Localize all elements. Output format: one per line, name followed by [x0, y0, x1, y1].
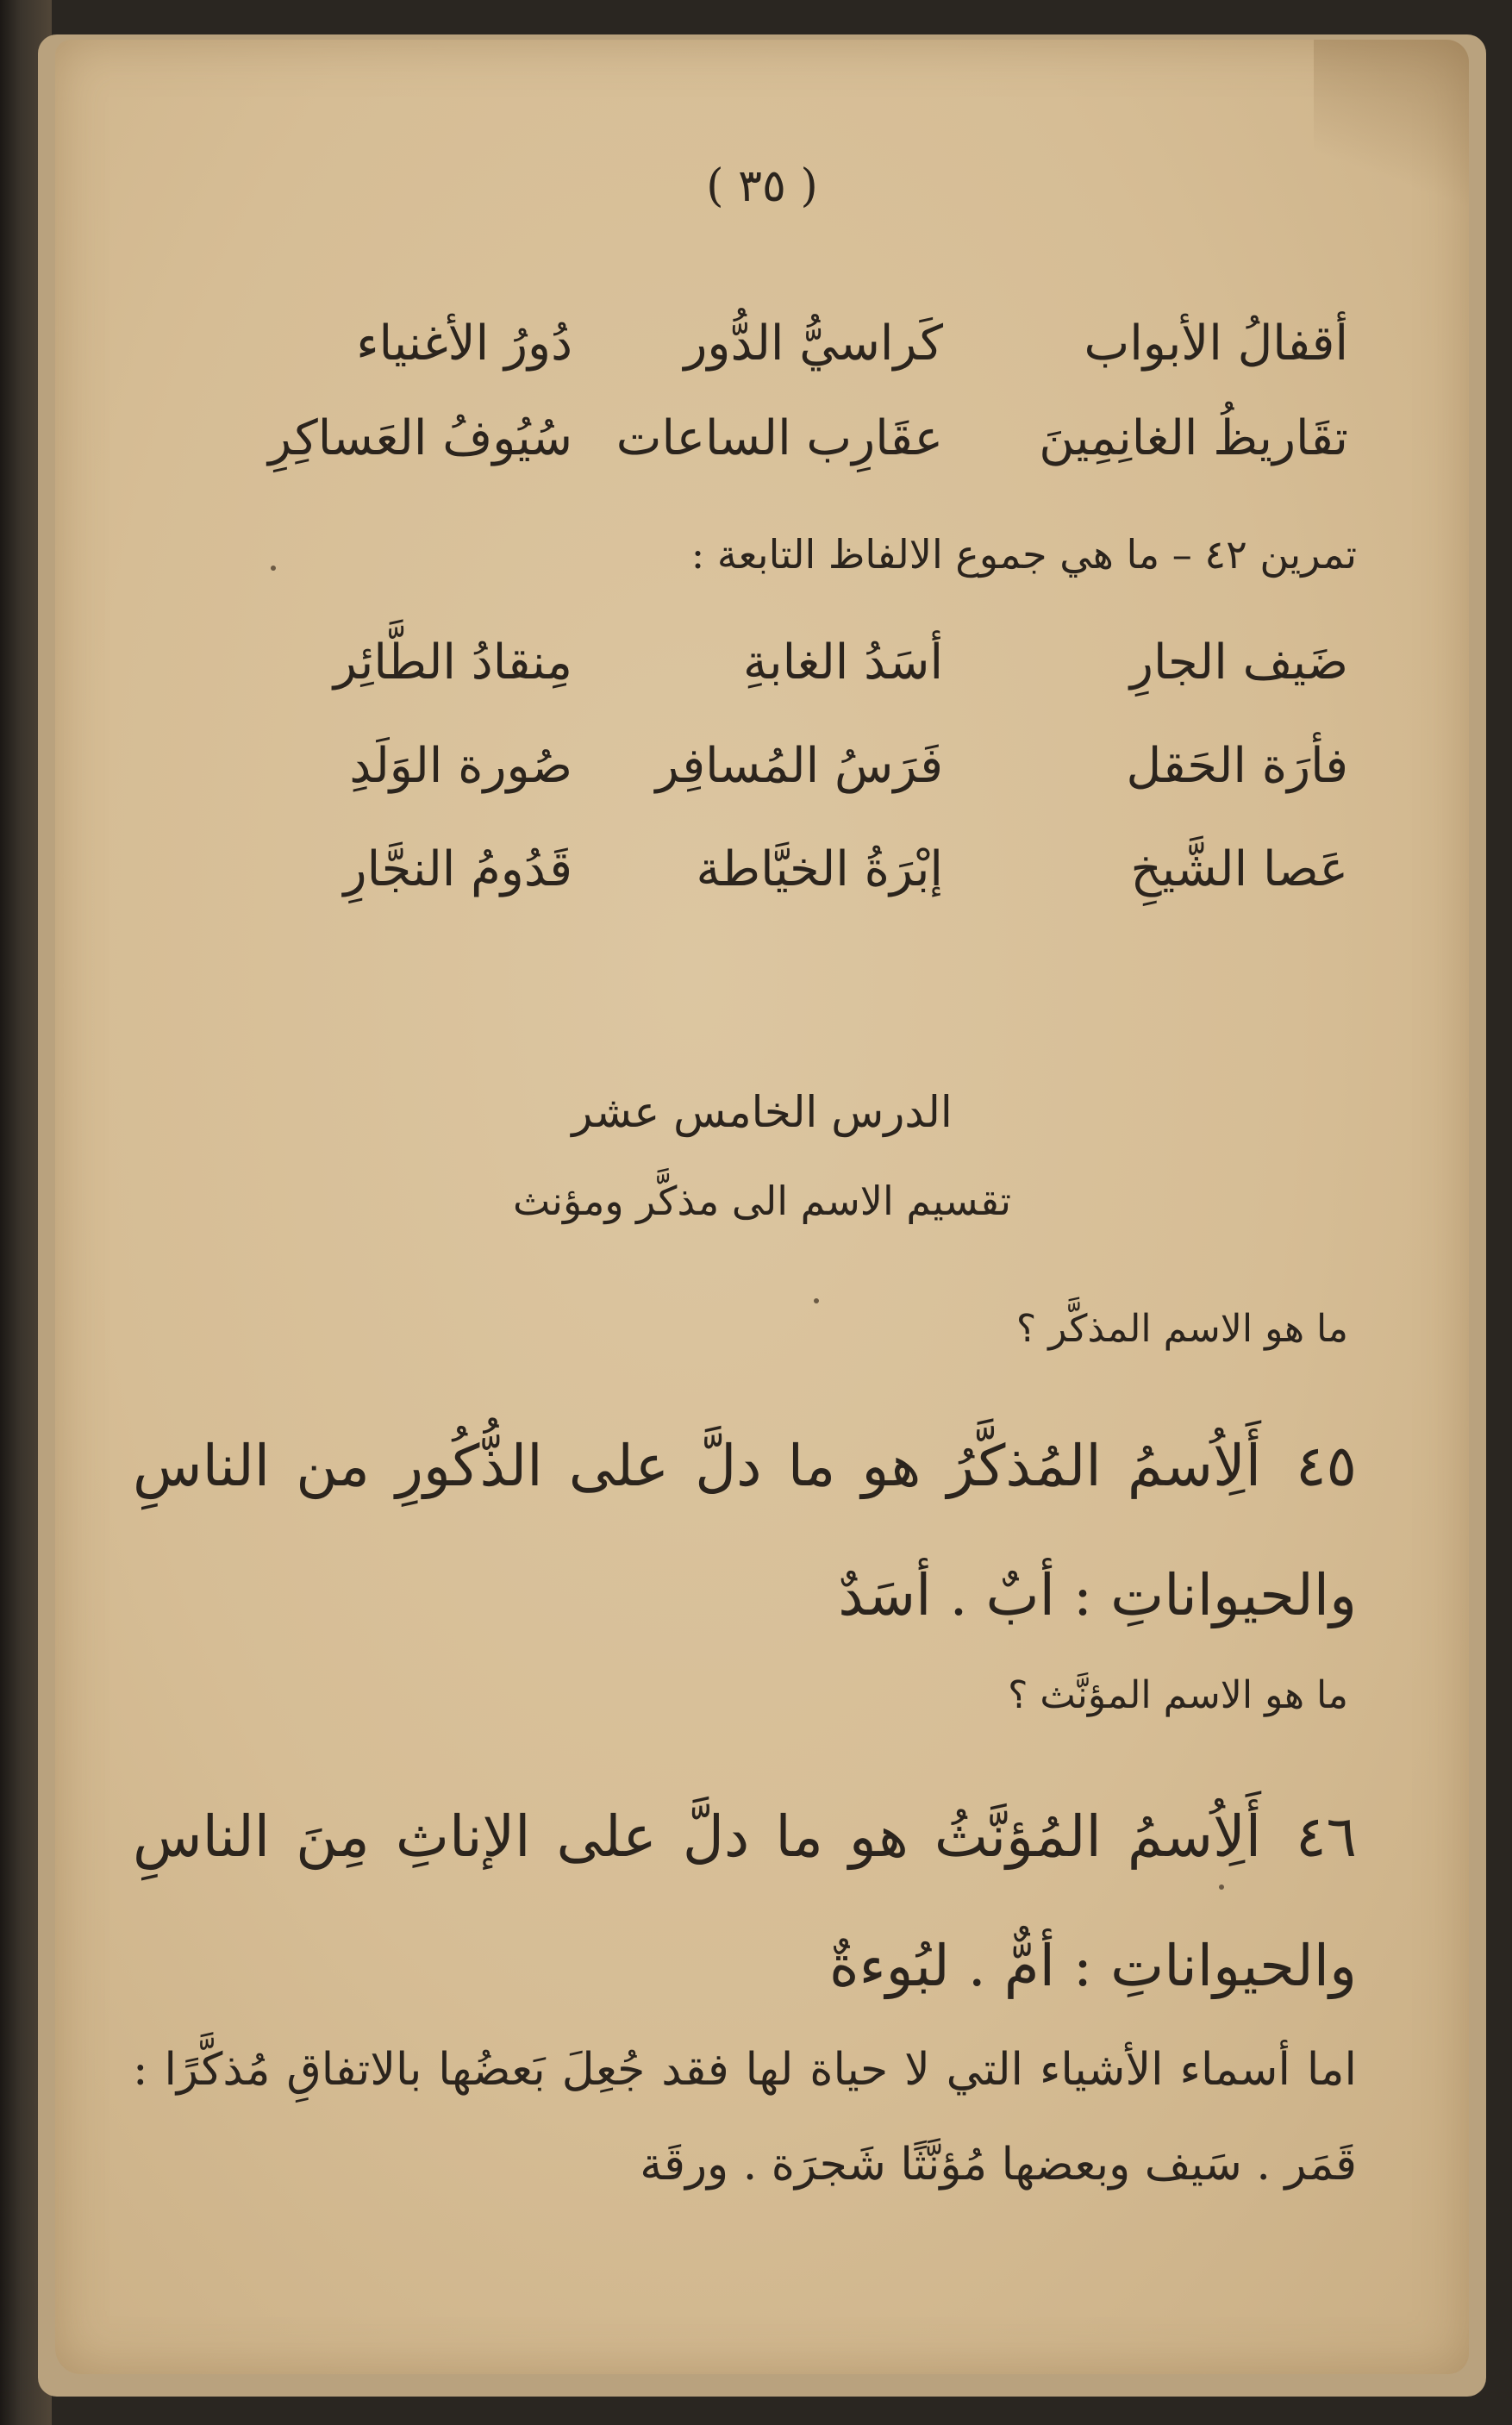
- plural-row: [55, 316, 1469, 384]
- question-feminine: ما هو الاسم المؤنَّث ؟: [1008, 1673, 1348, 1717]
- lesson-subtitle: تقسيم الاسم الى مذكَّر ومؤنث: [512, 1178, 1012, 1224]
- plural-word: سُيُوفُ العَساكِرِ: [268, 410, 572, 466]
- plural-row: [55, 410, 1469, 479]
- plural-word: عقَارِب الساعات: [615, 410, 943, 466]
- exercise-word: أسَدُ الغابةِ: [743, 634, 943, 691]
- closing-paragraph: اما أسماء الأشياء التي لا حياة لها فقد جُعِلَ بَعضُها بالاتفاقِ مُذكَّرًا : قَمَر . سَيف وبعضها مُؤنَّثًا شَجرَة . ورقَة: [133, 2044, 1357, 2191]
- exercise-word: عَصا الشَّيخِ: [1130, 841, 1348, 897]
- exercise-row: [55, 634, 1469, 703]
- rule-number: ٤٦: [1296, 1803, 1357, 1870]
- paper-speck: [1219, 1884, 1224, 1890]
- exercise-word: مِنقادُ الطَّائِر: [333, 634, 572, 691]
- paper-speck: [814, 1298, 819, 1303]
- exercise-title: تمرين ٤٢ – ما هي جموع الالفاظ التابعة :: [690, 531, 1357, 578]
- plural-word: تقَاريظُ الغانِمِينَ: [1039, 410, 1348, 466]
- exercise-word: ضَيف الجارِ: [1129, 634, 1348, 691]
- rule-number: ٤٥: [1296, 1433, 1357, 1499]
- lesson-title: الدرس الخامس عشر: [572, 1087, 953, 1137]
- page-fold: [1314, 40, 1469, 264]
- question-masculine: ما هو الاسم المذكَّر ؟: [1015, 1307, 1348, 1351]
- exercise-word: فَرَسُ المُسافِر: [655, 738, 943, 794]
- exercise-word: صُورة الوَلَدِ: [349, 738, 572, 794]
- page-number: ( ٣٥ ): [706, 160, 818, 212]
- rule-45: [133, 1402, 1357, 1660]
- exercise-row: [55, 738, 1469, 807]
- book-page: [55, 40, 1469, 2374]
- exercise-row: [55, 841, 1469, 910]
- exercise-word: إبْرَةُ الخيَّاطة: [696, 841, 943, 897]
- rule-46: [133, 1772, 1357, 2031]
- paper-speck: [271, 566, 276, 571]
- plural-word: كَراسيُّ الدُّور: [684, 316, 943, 372]
- exercise-word: قَدُومُ النجَّارِ: [343, 841, 572, 897]
- rule-text: أَلِاُسمُ المُؤنَّثُ هو ما دلَّ على الإناثِ مِنَ الناسِ والحيواناتِ : أمٌّ . لبُوءةٌ: [133, 1803, 1357, 1999]
- plural-word: أقفالُ الأبواب: [1084, 316, 1348, 372]
- rule-text: أَلِاُسمُ المُذكَّرُ هو ما دلَّ على الذُّكُورِ من الناسِ والحيواناتِ : أبٌ . أسَدٌ: [133, 1433, 1357, 1628]
- exercise-word: فأرَة الحَقل: [1126, 738, 1348, 794]
- plural-word: دُورُ الأغنياء: [356, 316, 572, 372]
